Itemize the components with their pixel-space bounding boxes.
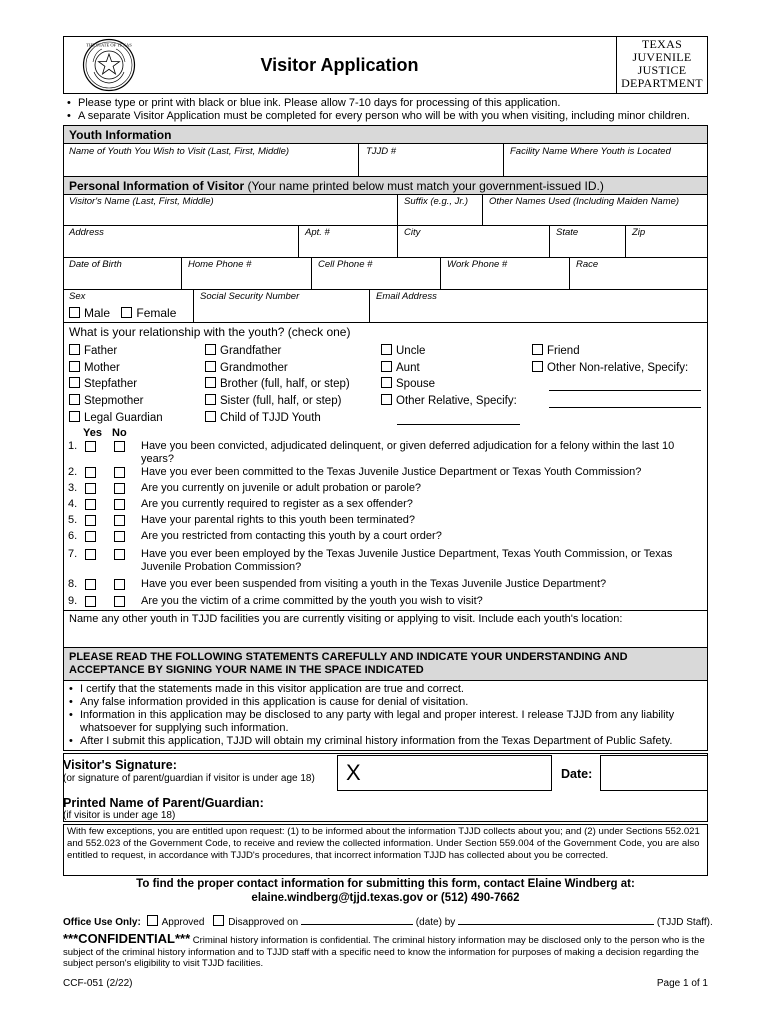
signature-note: (or signature of parent/guardian if visitor is under age 18) (63, 773, 315, 784)
cell-phone-field[interactable] (312, 271, 439, 288)
apt-label: Apt. # (305, 227, 330, 238)
notice-text: With few exceptions, you are entitled upon request: (1) to be informed about the information TJJD collects about you; and (2) under Sections 552.021 and 552.023 of the Government Code, to receive and review the collected information. Under Section 559.004 of the Government Code, you are also entitled to request, in accordance with TJJD's procedures, that incorrect information TJJD has collected about you be corrected. (67, 826, 700, 861)
date-label: Date: (561, 767, 593, 781)
statement-item: • Any false information provided in this application is cause for denial of visitation. (64, 696, 704, 709)
work-phone-field[interactable] (441, 271, 568, 288)
printed-name-field[interactable] (337, 793, 708, 821)
spouse-checkbox[interactable] (381, 377, 392, 388)
no-header: No (112, 427, 127, 439)
home-phone-label: Home Phone # (188, 259, 252, 270)
aunt-checkbox[interactable] (381, 361, 392, 372)
visitor-signature-label: Visitor's Signature: (63, 758, 177, 772)
zip-label: Zip (632, 227, 646, 238)
question-text: Are you restricted from contacting this youth by a court order? (141, 530, 442, 542)
question-text: Have you ever been suspended from visiting a youth in the Texas Juvenile Justice Department? (141, 578, 607, 590)
race-field[interactable] (570, 271, 707, 288)
question-3-yes-checkbox[interactable] (85, 483, 96, 494)
email-field[interactable] (370, 303, 707, 321)
work-phone-label: Work Phone # (447, 259, 508, 270)
disapproved-date-field[interactable] (301, 915, 413, 925)
suffix-field[interactable] (398, 208, 481, 224)
date-field[interactable] (600, 755, 708, 791)
other-relative-field[interactable] (397, 424, 520, 425)
question-number: 2. (68, 466, 78, 478)
confidential-notice: ***CONFIDENTIAL*** Criminal history information is confidential. The criminal history information may be disclosed only to the person who is the subject of the criminal history information and to TJJD staff with a specific need to know the information for purposes of making a decision regarding the subject person's eligibility to visit TJJD facilities. (63, 931, 705, 969)
office-use-row: Office Use Only: Approved Disapproved on (date) by (TJJD Staff). (63, 917, 713, 928)
question-4-no-checkbox[interactable] (114, 499, 125, 510)
other-nonrelative-field-2[interactable] (549, 407, 701, 408)
question-1-yes-checkbox[interactable] (85, 441, 96, 452)
question-number: 8. (68, 578, 78, 590)
mother-checkbox[interactable] (69, 361, 80, 372)
friend-checkbox[interactable] (532, 344, 543, 355)
sex-label: Sex (69, 291, 86, 302)
instruction-item: • A separate Visitor Application must be completed for every person who will be with you when visiting, including minor children. (62, 110, 722, 123)
question-7-yes-checkbox[interactable] (85, 549, 96, 560)
female-checkbox[interactable] (121, 307, 132, 318)
grandmother-checkbox[interactable] (205, 361, 216, 372)
facility-name-field[interactable] (504, 157, 707, 175)
question-8-yes-checkbox[interactable] (85, 579, 96, 590)
question-6-no-checkbox[interactable] (114, 531, 125, 542)
address-field[interactable] (64, 239, 297, 256)
race-label: Race (576, 259, 599, 270)
statements-heading: PLEASE READ THE FOLLOWING STATEMENTS CAREFULLY AND INDICATE YOUR UNDERSTANDING AND ACCEPTANCE BY SIGNING YOUR NAME IN THE SPACE INDICATED (69, 651, 628, 676)
stepfather-checkbox[interactable] (69, 377, 80, 388)
other-nonrelative-checkbox[interactable] (532, 361, 543, 372)
question-1-no-checkbox[interactable] (114, 441, 125, 452)
facility-name-label: Facility Name Where Youth is Located (510, 146, 671, 157)
question-4-yes-checkbox[interactable] (85, 499, 96, 510)
youth-name-field[interactable] (64, 157, 357, 175)
city-field[interactable] (398, 239, 548, 256)
apt-field[interactable] (299, 239, 396, 256)
dob-label: Date of Birth (69, 259, 122, 270)
question-8-no-checkbox[interactable] (114, 579, 125, 590)
stepmother-checkbox[interactable] (69, 394, 80, 405)
male-checkbox[interactable] (69, 307, 80, 318)
email-label: Email Address (376, 291, 437, 302)
page-title: Visitor Application (260, 55, 419, 75)
printed-name-label: Printed Name of Parent/Guardian: (63, 796, 264, 810)
ssn-field[interactable] (194, 303, 368, 321)
tjjd-number-label: TJJD # (366, 146, 397, 157)
sister-checkbox[interactable] (205, 394, 216, 405)
question-2-yes-checkbox[interactable] (85, 467, 96, 478)
disapproved-checkbox[interactable] (213, 915, 224, 926)
cell-phone-label: Cell Phone # (318, 259, 373, 270)
address-label: Address (69, 227, 104, 238)
brother-checkbox[interactable] (205, 377, 216, 388)
other-youth-label: Name any other youth in TJJD facilities you are currently visiting or applying to visit. Include each youth's location: (69, 613, 623, 625)
tjjd-number-field[interactable] (359, 157, 502, 175)
yes-header: Yes (83, 427, 102, 439)
suffix-label: Suffix (e.g., Jr.) (404, 196, 469, 207)
question-text: Are you the victim of a crime committed by the youth you wish to visit? (141, 595, 483, 607)
statements-list (64, 683, 704, 748)
question-2-no-checkbox[interactable] (114, 467, 125, 478)
zip-field[interactable] (626, 239, 707, 256)
svg-text:THE STATE OF TEXAS: THE STATE OF TEXAS (86, 42, 132, 48)
approved-checkbox[interactable] (147, 915, 158, 926)
question-text: Have you been convicted, adjudicated delinquent, or given deferred adjudication for a felony within the last 10 years? (141, 440, 675, 465)
tjjd-staff-field[interactable] (458, 915, 654, 925)
contact-line1: To find the proper contact information for submitting this form, contact Elaine Windberg at: (136, 878, 635, 890)
other-nonrelative-field-1[interactable] (549, 390, 701, 391)
question-5-no-checkbox[interactable] (114, 515, 125, 526)
father-checkbox[interactable] (69, 344, 80, 355)
statement-item: • I certify that the statements made in this visitor application are true and correct. (64, 683, 704, 696)
question-text: Have you ever been employed by the Texas Juvenile Justice Department, Texas Youth Commission, or Texas Juvenile Probation Commission? (141, 548, 673, 573)
question-text: Are you currently on juvenile or adult probation or parole? (141, 482, 422, 494)
visitor-name-field[interactable] (64, 208, 396, 224)
form-id: CCF-051 (2/22) (63, 978, 133, 989)
agency-name: TEXAS JUVENILE JUSTICE DEPARTMENT (621, 37, 703, 90)
question-3-no-checkbox[interactable] (114, 483, 125, 494)
statement-item: • After I submit this application, TJJD will obtain my criminal history information from the Texas Department of Public Safety. (64, 735, 704, 748)
youth-name-label: Name of Youth You Wish to Visit (Last, First, Middle) (69, 146, 290, 157)
question-number: 1. (68, 440, 78, 452)
signature-field[interactable] (337, 755, 552, 791)
dob-field[interactable] (64, 271, 180, 288)
signature-x-mark: X (346, 760, 361, 785)
question-number: 7. (68, 548, 78, 560)
question-number: 5. (68, 514, 78, 526)
other-relative-checkbox[interactable] (381, 394, 392, 405)
question-9-no-checkbox[interactable] (114, 596, 125, 607)
page-number: Page 1 of 1 (656, 978, 708, 989)
statement-item: • Information in this application may be disclosed to any party with legal and proper interest. I release TJJD from any liability whatsoever for supplying such information. (64, 709, 704, 735)
relationship-question: What is your relationship with the youth? (check one) (69, 325, 351, 339)
question-9-yes-checkbox[interactable] (85, 596, 96, 607)
instructions-list (62, 97, 722, 123)
question-number: 9. (68, 595, 78, 607)
legal-guardian-checkbox[interactable] (69, 411, 80, 422)
other-youth-field[interactable] (64, 626, 707, 646)
other-names-field[interactable] (483, 208, 707, 224)
other-names-label: Other Names Used (Including Maiden Name) (489, 196, 680, 207)
child-of-youth-checkbox[interactable] (205, 411, 216, 422)
home-phone-field[interactable] (182, 271, 310, 288)
visitor-info-heading: Personal Information of Visitor (Your name printed below must match your government-issued ID.) (69, 179, 604, 193)
sex-options: Male Female (69, 306, 176, 320)
question-text: Have your parental rights to this youth been terminated? (141, 514, 415, 526)
visitor-name-label: Visitor's Name (Last, First, Middle) (69, 196, 214, 207)
question-5-yes-checkbox[interactable] (85, 515, 96, 526)
question-7-no-checkbox[interactable] (114, 549, 125, 560)
city-label: City (404, 227, 421, 238)
question-number: 3. (68, 482, 78, 494)
contact-line2: elaine.windberg@tjjd.texas.gov or (512) 490-7662 (251, 892, 520, 904)
state-label: State (556, 227, 579, 238)
youth-info-heading: Youth Information (69, 128, 172, 142)
printed-name-note: (if visitor is under age 18) (63, 810, 176, 821)
ssn-label: Social Security Number (200, 291, 300, 302)
question-number: 4. (68, 498, 78, 510)
instruction-item: • Please type or print with black or blue ink. Please allow 7-10 days for processing of this application. (62, 97, 722, 110)
grandfather-checkbox[interactable] (205, 344, 216, 355)
state-field[interactable] (550, 239, 624, 256)
question-text: Have you ever been committed to the Texas Juvenile Justice Department or Texas Youth Commission? (141, 466, 642, 478)
question-6-yes-checkbox[interactable] (85, 531, 96, 542)
uncle-checkbox[interactable] (381, 344, 392, 355)
question-text: Are you currently required to register as a sex offender? (141, 498, 413, 510)
question-number: 6. (68, 530, 78, 542)
